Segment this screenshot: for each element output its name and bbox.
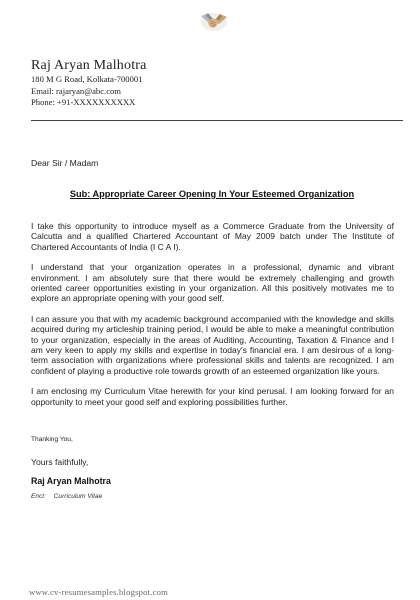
salutation: Dear Sir / Madam bbox=[31, 158, 99, 168]
enclosure-label: Encl: bbox=[31, 493, 46, 500]
sign-off: Yours faithfully, bbox=[31, 457, 89, 467]
body-paragraph: I am enclosing my Curriculum Vitae herewith for your kind perusal. I am looking forward for an opportunity to meet your good self and exploring possibilities further. bbox=[31, 386, 394, 407]
enclosure-line bbox=[31, 493, 102, 500]
enclosure-value: Curriculum Vitae bbox=[53, 493, 103, 500]
letter-body bbox=[31, 221, 394, 417]
handshake-icon bbox=[199, 8, 229, 34]
sender-name: Raj Aryan Malhotra bbox=[31, 58, 147, 73]
sender-email: Email: rajaryan@abc.com bbox=[31, 85, 121, 96]
signature-name: Raj Aryan Malhotra bbox=[31, 476, 111, 486]
body-paragraph: I can assure you that with my academic background accompanied with the knowledge and skills acquired during my articleship training period, I would be able to make a meaningful contribution to your organization, especially in the areas of Auditing, Accounting, Taxation & Finance and I am very keen to apply my skills and expertise in today's financial era. I am desirous of a long-term association with organizations where professional skills and talents are recognized. I am confident of playing a productive role towards growth of an esteemed organization like yours. bbox=[31, 313, 394, 376]
closing-line: Thanking You, bbox=[31, 436, 73, 443]
body-paragraph: I take this opportunity to introduce myself as a Commerce Graduate from the University of Calcutta and a qualified Chartered Accountant of May 2009 batch under The Institute of Chartered Accountants of India (I C A I). bbox=[31, 221, 394, 252]
sender-contact-block bbox=[31, 74, 142, 109]
sender-address: 180 M G Road, Kolkata-700001 bbox=[31, 74, 143, 84]
subject-line: Sub: Appropriate Career Opening In Your Esteemed Organization bbox=[69, 189, 355, 199]
footer-url: www.cv-resumesamples.blogspot.com bbox=[29, 587, 168, 597]
sender-phone: Phone: +91-XXXXXXXXXX bbox=[31, 97, 136, 107]
header-divider bbox=[31, 120, 403, 121]
body-paragraph: I understand that your organization operates in a professional, dynamic and vibrant environment. I am absolutely sure that there would be extremely challenging and growth oriented career opportunities existing in your organization. All this positively motivates me to explore an appropriate opening with your good self. bbox=[31, 262, 394, 304]
